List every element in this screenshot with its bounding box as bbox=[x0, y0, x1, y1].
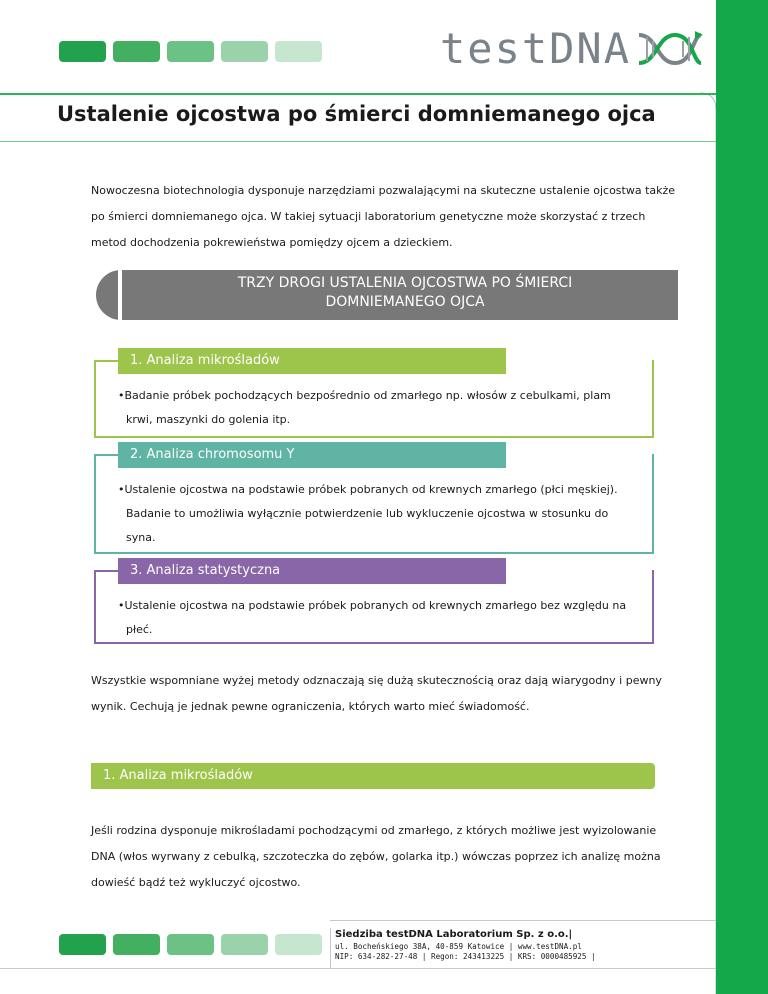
method-card-y-chromosome bbox=[94, 447, 654, 554]
page-title: Ustalenie ojcostwa po śmierci domniemanego ojca bbox=[57, 102, 656, 126]
pill bbox=[221, 934, 268, 955]
card-cap bbox=[94, 360, 118, 362]
pill bbox=[167, 934, 214, 955]
intro-paragraph: Nowoczesna biotechnologia dysponuje narzędziami pozwalającymi na skuteczne ustalenie ojcostwa także po śmierci domniemanego ojca. W takiej sytuacji laboratorium genetyczne może skorzystać z trzech metod dochodzenia pokrewieństwa pomiędzy ojcem a dzieckiem. bbox=[91, 184, 676, 249]
summary-paragraph: Wszystkie wspomniane wyżej metody odznaczają się dużą skutecznością oraz dają wiarygodny i pewny wynik. Cechują je jednak pewne ograniczenia, których warto mieć świadomość. bbox=[91, 674, 662, 713]
banner-line-1: TRZY DROGI USTALENIA OJCOSTWA PO ŚMIERCI bbox=[237, 275, 573, 291]
logo-text: testDNA bbox=[440, 24, 632, 73]
footer-company: Siedziba testDNA Laboratorium Sp. z o.o.| bbox=[335, 929, 573, 940]
method-heading: 2. Analiza chromosomu Y bbox=[118, 442, 506, 468]
pill bbox=[59, 41, 106, 62]
bottom-pill-strip bbox=[59, 934, 322, 955]
banner-bracket bbox=[118, 270, 122, 320]
pill bbox=[275, 41, 322, 62]
method-heading: 3. Analiza statystyczna bbox=[118, 558, 506, 584]
side-frame-decoration bbox=[700, 0, 716, 994]
method-heading: 1. Analiza mikrośladów bbox=[118, 348, 506, 374]
dna-helix-icon bbox=[637, 29, 703, 69]
card-cap bbox=[94, 454, 118, 456]
pill bbox=[221, 41, 268, 62]
footer-bottom-rule bbox=[0, 968, 716, 969]
footer-address: ul. Bocheńskiego 38A, 40-859 Katowice | www.testDNA.pl bbox=[335, 942, 582, 951]
pill bbox=[113, 41, 160, 62]
footer-registration: NIP: 634-282-27-48 | Regon: 243413225 | KRS: 0000485925 | bbox=[335, 952, 596, 961]
section-paragraph: Jeśli rodzina dysponuje mikrośladami pochodzącymi od zmarłego, z których możliwe jest wyizolowanie DNA (włos wyrwany z cebulką, szczoteczka do zębów, golarka itp.) wówczas poprzez ich analizę można dowieść bądź też wykluczyć ojcostwo. bbox=[91, 824, 661, 889]
pill bbox=[167, 41, 214, 62]
pill bbox=[113, 934, 160, 955]
top-pill-strip bbox=[59, 41, 322, 62]
footer-address-block bbox=[330, 928, 716, 968]
header-rule bbox=[0, 93, 716, 95]
title-rule bbox=[0, 141, 716, 142]
method-card-microtraces bbox=[94, 353, 654, 438]
section-heading: 1. Analiza mikrośladów bbox=[91, 763, 655, 789]
methods-banner bbox=[96, 270, 678, 320]
method-description: •Ustalenie ojcostwa na podstawie próbek pobranych od krewnych zmarłego bez względu na płeć. bbox=[118, 599, 627, 636]
footer-rule bbox=[330, 920, 716, 921]
pill bbox=[59, 934, 106, 955]
banner-line-2: DOMNIEMANEGO OJCA bbox=[325, 294, 485, 310]
side-accent-bar bbox=[716, 0, 768, 994]
method-description: •Ustalenie ojcostwa na podstawie próbek pobranych od krewnych zmarłego (płci męskiej). Badanie to umożliwia wyłącznie potwierdzenie lub wykluczenie ojcostwa w stosunku do syna. bbox=[118, 483, 618, 544]
pill bbox=[275, 934, 322, 955]
method-description: •Badanie próbek pochodzących bezpośrednio od zmarłego np. włosów z cebulkami, plam krwi, maszynki do golenia itp. bbox=[118, 389, 611, 426]
testdna-logo bbox=[440, 24, 703, 73]
card-cap bbox=[94, 570, 118, 572]
method-card-statistical bbox=[94, 563, 654, 644]
